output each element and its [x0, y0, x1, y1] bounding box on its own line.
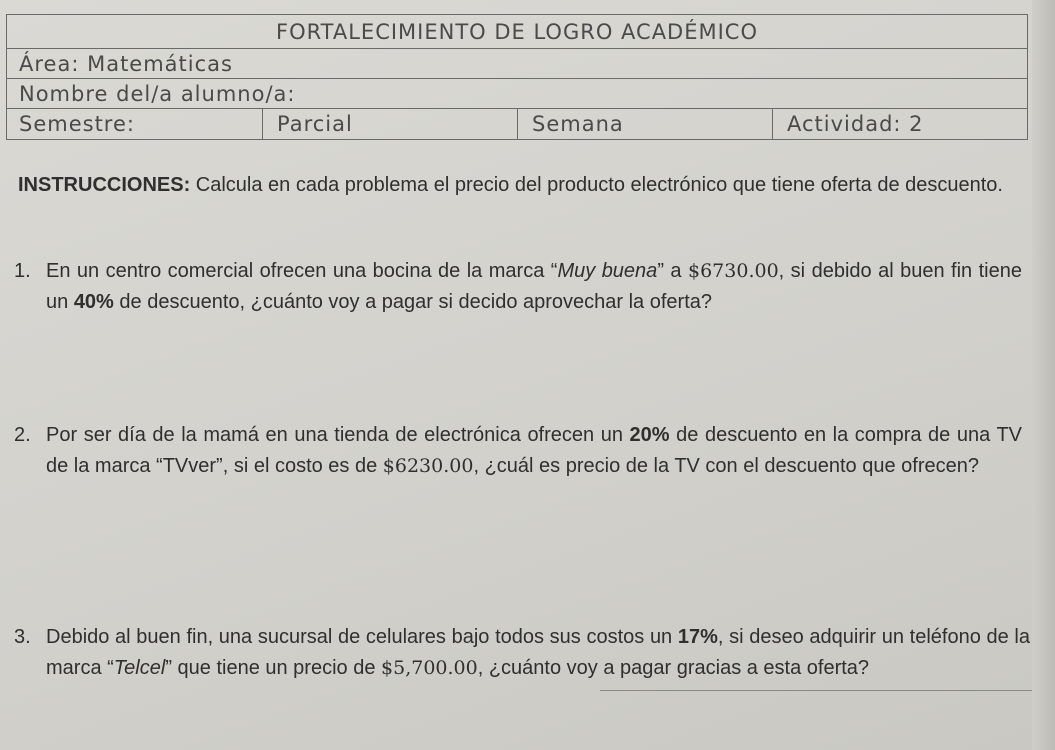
activity-cell: Actividad: 2: [772, 109, 1027, 139]
problem-1: [14, 256, 1022, 318]
student-name-field: Nombre del/a alumno/a:: [7, 79, 1027, 109]
header-table: [6, 14, 1028, 140]
subject-area: Área: Matemáticas: [7, 49, 1027, 79]
worksheet-title: FORTALECIMIENTO DE LOGRO ACADÉMICO: [7, 15, 1027, 49]
instructions-label: INSTRUCCIONES:: [18, 174, 191, 196]
semester-cell: Semestre:: [19, 112, 135, 136]
problem-3: [14, 622, 1030, 684]
problem-number: 2.: [14, 424, 31, 446]
problem-2: [14, 420, 1022, 482]
instructions: [18, 170, 1028, 201]
answer-line: [600, 690, 1055, 691]
problem-text: En un centro comercial ofrecen una bocina de la marca “Muy buena” a $6730.00, si debido al buen fin tiene un 40% de descuento, ¿cuánto voy a pagar si decido aprovechar la oferta?: [46, 260, 1022, 313]
problem-text: Por ser día de la mamá en una tienda de electrónica ofrecen un 20% de descuento en la compra de una TV de la marca “TVver”, si el costo es de $6230.00, ¿cuál es precio de la TV con el descuento que ofrecen?: [46, 424, 1022, 477]
problem-number: 1.: [14, 260, 31, 282]
paper-edge: [1032, 0, 1055, 750]
problem-text: Debido al buen fin, una sucursal de celulares bajo todos sus costos un 17%, si deseo adquirir un teléfono de la marca “Telcel” que tiene un precio de $5,700.00, ¿cuánto voy a pagar gracias a esta oferta?: [46, 626, 1030, 679]
header-info-row: [7, 109, 1027, 139]
instructions-text: Calcula en cada problema el precio del producto electrónico que tiene oferta de descuento.: [190, 174, 1003, 196]
problem-number: 3.: [14, 626, 31, 648]
week-cell: Semana: [517, 109, 772, 139]
partial-cell: Parcial: [262, 109, 517, 139]
